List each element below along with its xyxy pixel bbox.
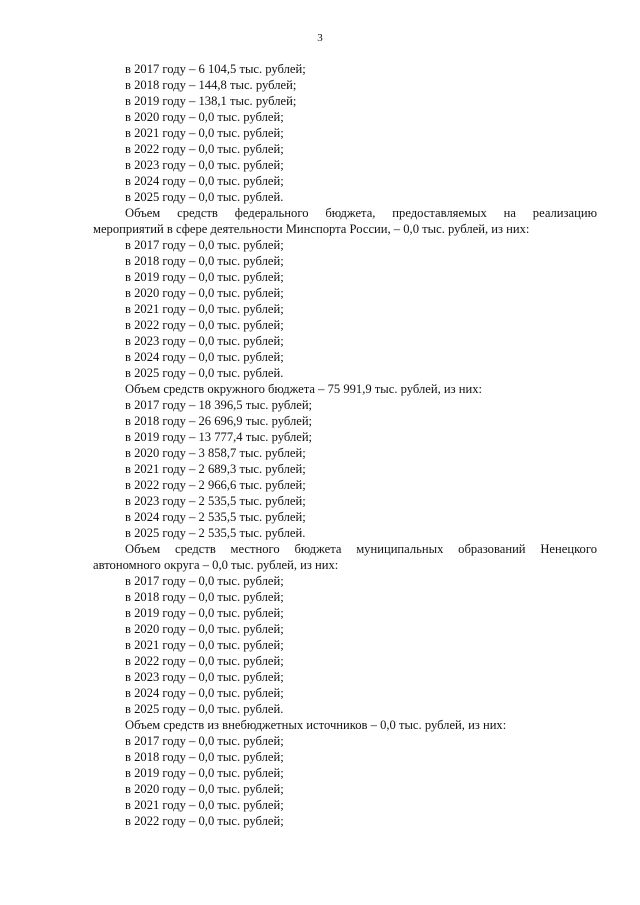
year-line: в 2022 году – 0,0 тыс. рублей; bbox=[125, 814, 284, 828]
year-line: в 2020 году – 0,0 тыс. рублей; bbox=[125, 782, 284, 796]
year-line: в 2020 году – 0,0 тыс. рублей; bbox=[125, 110, 284, 124]
year-line: в 2022 году – 0,0 тыс. рублей; bbox=[125, 654, 284, 668]
year-line: в 2023 году – 2 535,5 тыс. рублей; bbox=[125, 494, 306, 508]
year-line: в 2025 году – 2 535,5 тыс. рублей. bbox=[125, 526, 306, 540]
document-body bbox=[93, 61, 597, 829]
district-budget-section bbox=[93, 381, 597, 541]
local-budget-section bbox=[93, 541, 597, 717]
year-line: в 2024 году – 0,0 тыс. рублей; bbox=[125, 350, 284, 364]
year-line: в 2018 году – 0,0 тыс. рублей; bbox=[125, 750, 284, 764]
year-line: в 2018 году – 0,0 тыс. рублей; bbox=[125, 254, 284, 268]
year-line: в 2020 году – 3 858,7 тыс. рублей; bbox=[125, 446, 306, 460]
year-line: в 2017 году – 6 104,5 тыс. рублей; bbox=[125, 62, 306, 76]
year-line: в 2021 году – 0,0 тыс. рублей; bbox=[125, 126, 284, 140]
federal-heading-line2: мероприятий в сфере деятельности Минспорта России, – 0,0 тыс. рублей, из них: bbox=[93, 222, 530, 236]
year-line: в 2019 году – 0,0 тыс. рублей; bbox=[125, 606, 284, 620]
year-line: в 2024 году – 2 535,5 тыс. рублей; bbox=[125, 510, 306, 524]
year-line: в 2020 году – 0,0 тыс. рублей; bbox=[125, 622, 284, 636]
funding-list-total bbox=[93, 61, 597, 205]
year-line: в 2018 году – 144,8 тыс. рублей; bbox=[125, 78, 297, 92]
year-line: в 2022 году – 0,0 тыс. рублей; bbox=[125, 318, 284, 332]
year-line: в 2023 году – 0,0 тыс. рублей; bbox=[125, 158, 284, 172]
year-line: в 2019 году – 13 777,4 тыс. рублей; bbox=[125, 430, 313, 444]
year-line: в 2025 году – 0,0 тыс. рублей. bbox=[125, 702, 284, 716]
local-heading-line1: Объем средств местного бюджета муниципальных образований Ненецкого bbox=[125, 542, 597, 556]
year-line: в 2018 году – 26 696,9 тыс. рублей; bbox=[125, 414, 313, 428]
federal-heading-line1: Объем средств федерального бюджета, предоставляемых на реализацию bbox=[125, 206, 597, 220]
federal-budget-section bbox=[93, 205, 597, 381]
year-line: в 2021 году – 2 689,3 тыс. рублей; bbox=[125, 462, 306, 476]
year-line: в 2022 году – 0,0 тыс. рублей; bbox=[125, 142, 284, 156]
year-line: в 2017 году – 0,0 тыс. рублей; bbox=[125, 238, 284, 252]
district-heading: Объем средств окружного бюджета – 75 991,9 тыс. рублей, из них: bbox=[125, 382, 483, 396]
year-line: в 2018 году – 0,0 тыс. рублей; bbox=[125, 590, 284, 604]
extrabudget-section bbox=[93, 717, 597, 829]
year-line: в 2022 году – 2 966,6 тыс. рублей; bbox=[125, 478, 306, 492]
year-line: в 2021 году – 0,0 тыс. рублей; bbox=[125, 302, 284, 316]
year-line: в 2021 году – 0,0 тыс. рублей; bbox=[125, 638, 284, 652]
year-line: в 2021 году – 0,0 тыс. рублей; bbox=[125, 798, 284, 812]
year-line: в 2024 году – 0,0 тыс. рублей; bbox=[125, 686, 284, 700]
year-line: в 2017 году – 18 396,5 тыс. рублей; bbox=[125, 398, 313, 412]
year-line: в 2020 году – 0,0 тыс. рублей; bbox=[125, 286, 284, 300]
page-number: 3 bbox=[317, 32, 323, 44]
year-line: в 2019 году – 0,0 тыс. рублей; bbox=[125, 766, 284, 780]
year-line: в 2023 году – 0,0 тыс. рублей; bbox=[125, 670, 284, 684]
year-line: в 2024 году – 0,0 тыс. рублей; bbox=[125, 174, 284, 188]
year-line: в 2017 году – 0,0 тыс. рублей; bbox=[125, 574, 284, 588]
year-line: в 2017 году – 0,0 тыс. рублей; bbox=[125, 734, 284, 748]
year-line: в 2023 году – 0,0 тыс. рублей; bbox=[125, 334, 284, 348]
local-heading-line2: автономного округа – 0,0 тыс. рублей, из них: bbox=[93, 558, 339, 572]
year-line: в 2025 году – 0,0 тыс. рублей. bbox=[125, 366, 284, 380]
year-line: в 2019 году – 138,1 тыс. рублей; bbox=[125, 94, 297, 108]
extrabudget-heading: Объем средств из внебюджетных источников – 0,0 тыс. рублей, из них: bbox=[125, 718, 507, 732]
year-line: в 2025 году – 0,0 тыс. рублей. bbox=[125, 190, 284, 204]
year-line: в 2019 году – 0,0 тыс. рублей; bbox=[125, 270, 284, 284]
